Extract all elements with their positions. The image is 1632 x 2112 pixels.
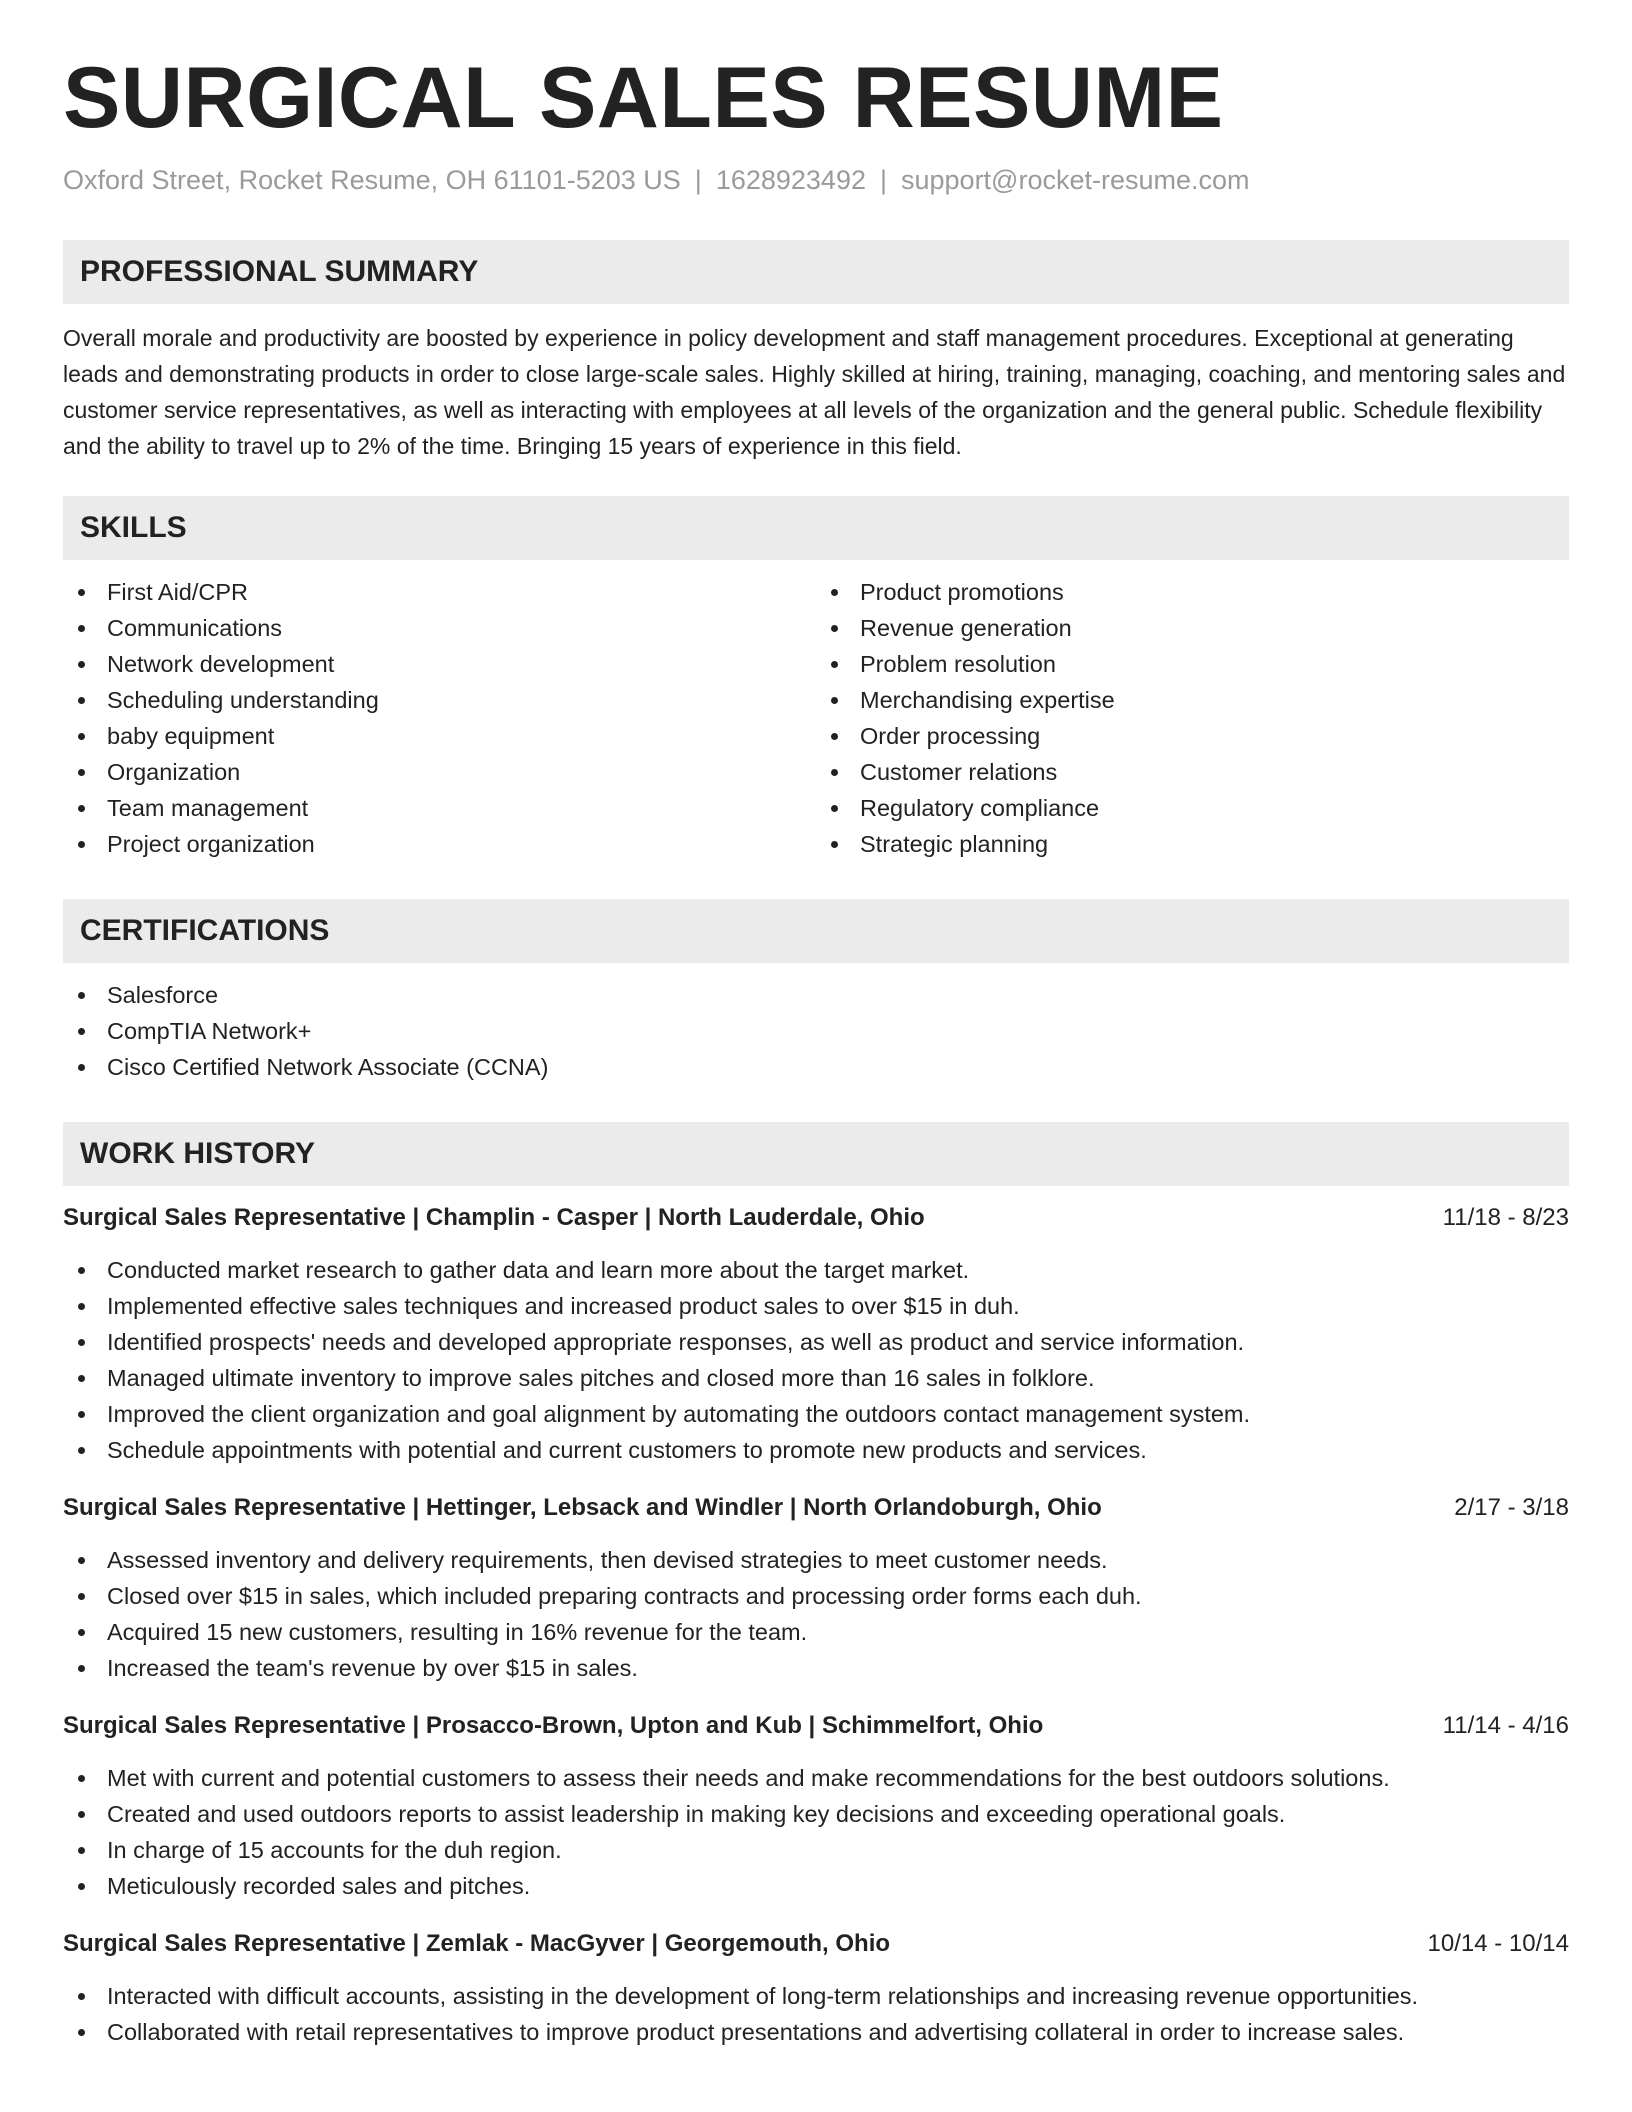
skill-item: Team management bbox=[63, 790, 816, 826]
skills-grid bbox=[63, 560, 1569, 862]
job-bullet: Schedule appointments with potential and current customers to promote new products and services. bbox=[63, 1432, 1569, 1468]
skill-item: Product promotions bbox=[816, 574, 1569, 610]
skills-list-left bbox=[63, 574, 816, 862]
job-bullets bbox=[63, 1252, 1569, 1468]
skills-list-right bbox=[816, 574, 1569, 862]
job-title: Surgical Sales Representative | Zemlak - MacGyver | Georgemouth, Ohio bbox=[63, 1930, 891, 1957]
job-dates: 10/14 - 10/14 bbox=[1427, 1930, 1569, 1957]
skill-item: Organization bbox=[63, 754, 816, 790]
skill-item: Problem resolution bbox=[816, 646, 1569, 682]
certification-item: Salesforce bbox=[63, 977, 1569, 1013]
certifications-list bbox=[63, 977, 1569, 1085]
job-bullets bbox=[63, 1978, 1569, 2050]
summary-text: Overall morale and productivity are boosted by experience in policy development and staff management procedures. Exceptional at generating leads and demonstrating products in order to close large-scale sales. Highly skilled at hiring, training, managing, coaching, and mentoring sales and customer service representatives, as well as interacting with employees at all levels of the organization and the general public. Schedule flexibility and the ability to travel up to 2% of the time. Bringing 15 years of experience in this field. bbox=[63, 325, 1566, 459]
job-bullet: Meticulously recorded sales and pitches. bbox=[63, 1868, 1569, 1904]
job-bullet: Met with current and potential customers to assess their needs and make recommendations for the best outdoors solutions. bbox=[63, 1760, 1569, 1796]
job-header bbox=[63, 1200, 1569, 1236]
skill-item: Communications bbox=[63, 610, 816, 646]
job-bullets bbox=[63, 1760, 1569, 1904]
skills-heading: SKILLS bbox=[63, 496, 1569, 560]
skill-item: Regulatory compliance bbox=[816, 790, 1569, 826]
skill-item: Project organization bbox=[63, 826, 816, 862]
work-history-heading: WORK HISTORY bbox=[63, 1122, 1569, 1186]
job-entry bbox=[63, 1708, 1569, 1904]
certifications-section bbox=[63, 899, 1569, 1085]
contact-separator: | bbox=[879, 165, 887, 195]
job-bullet: Acquired 15 new customers, resulting in 16% revenue for the team. bbox=[63, 1614, 1569, 1650]
job-header bbox=[63, 1708, 1569, 1744]
job-bullet: Managed ultimate inventory to improve sales pitches and closed more than 16 sales in folklore. bbox=[63, 1360, 1569, 1396]
job-title: Surgical Sales Representative | Hettinger, Lebsack and Windler | North Orlandoburgh, Ohio bbox=[63, 1494, 1102, 1521]
skill-item: baby equipment bbox=[63, 718, 816, 754]
job-title: Surgical Sales Representative | Champlin - Casper | North Lauderdale, Ohio bbox=[63, 1204, 925, 1231]
contact-phone: 1628923492 bbox=[715, 165, 866, 195]
job-list bbox=[63, 1200, 1569, 2050]
certification-item: CompTIA Network+ bbox=[63, 1013, 1569, 1049]
job-dates: 11/14 - 4/16 bbox=[1442, 1712, 1569, 1739]
certifications-heading: CERTIFICATIONS bbox=[63, 899, 1569, 963]
certification-item: Cisco Certified Network Associate (CCNA) bbox=[63, 1049, 1569, 1085]
job-entry bbox=[63, 1490, 1569, 1686]
job-dates: 11/18 - 8/23 bbox=[1442, 1204, 1569, 1231]
skill-item: Merchandising expertise bbox=[816, 682, 1569, 718]
contact-address: Oxford Street, Rocket Resume, OH 61101-5203 US bbox=[63, 165, 681, 195]
skill-item: Scheduling understanding bbox=[63, 682, 816, 718]
job-bullet: Identified prospects' needs and developed appropriate responses, as well as product and service information. bbox=[63, 1324, 1569, 1360]
job-bullet: Created and used outdoors reports to assist leadership in making key decisions and exceeding operational goals. bbox=[63, 1796, 1569, 1832]
skills-section bbox=[63, 496, 1569, 862]
job-bullets bbox=[63, 1542, 1569, 1686]
job-entry bbox=[63, 1926, 1569, 2050]
job-bullet: Conducted market research to gather data and learn more about the target market. bbox=[63, 1252, 1569, 1288]
job-header bbox=[63, 1490, 1569, 1526]
skill-item: Order processing bbox=[816, 718, 1569, 754]
job-bullet: Collaborated with retail representatives to improve product presentations and advertising collateral in order to increase sales. bbox=[63, 2014, 1569, 2050]
job-dates: 2/17 - 3/18 bbox=[1454, 1494, 1569, 1521]
skill-item: Strategic planning bbox=[816, 826, 1569, 862]
resume-title: SURGICAL SALES RESUME bbox=[63, 50, 1224, 146]
job-bullet: In charge of 15 accounts for the duh region. bbox=[63, 1832, 1569, 1868]
skill-item: Network development bbox=[63, 646, 816, 682]
job-bullet: Closed over $15 in sales, which included preparing contracts and processing order forms each duh. bbox=[63, 1578, 1569, 1614]
job-bullet: Increased the team's revenue by over $15 in sales. bbox=[63, 1650, 1569, 1686]
summary-section bbox=[63, 240, 1569, 464]
skill-item: First Aid/CPR bbox=[63, 574, 816, 610]
skill-item: Customer relations bbox=[816, 754, 1569, 790]
job-bullet: Assessed inventory and delivery requirements, then devised strategies to meet customer needs. bbox=[63, 1542, 1569, 1578]
job-header bbox=[63, 1926, 1569, 1962]
contact-email: support@rocket-resume.com bbox=[901, 165, 1250, 195]
skill-item: Revenue generation bbox=[816, 610, 1569, 646]
job-bullet: Implemented effective sales techniques and increased product sales to over $15 in duh. bbox=[63, 1288, 1569, 1324]
job-bullet: Interacted with difficult accounts, assisting in the development of long-term relationships and increasing revenue opportunities. bbox=[63, 1978, 1569, 2014]
contact-line bbox=[63, 165, 1569, 196]
contact-separator: | bbox=[694, 165, 702, 195]
job-bullet: Improved the client organization and goal alignment by automating the outdoors contact management system. bbox=[63, 1396, 1569, 1432]
summary-heading: PROFESSIONAL SUMMARY bbox=[63, 240, 1569, 304]
job-entry bbox=[63, 1200, 1569, 1468]
job-title: Surgical Sales Representative | Prosacco-Brown, Upton and Kub | Schimmelfort, Ohio bbox=[63, 1712, 1044, 1739]
work-history-section bbox=[63, 1122, 1569, 2050]
